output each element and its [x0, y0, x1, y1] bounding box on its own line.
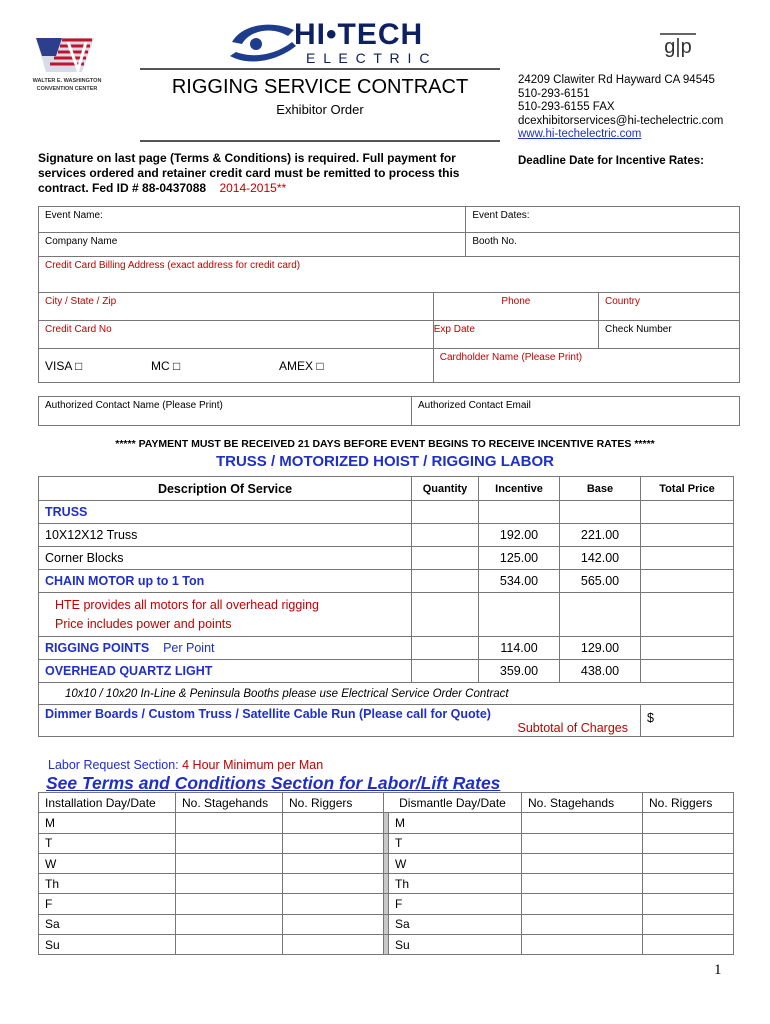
service-row: [39, 660, 734, 683]
event-dates-field[interactable]: Event Dates:: [466, 207, 740, 233]
qty-cell[interactable]: [412, 660, 479, 683]
install-day-cell[interactable]: F: [39, 894, 176, 914]
base-cell: [560, 593, 641, 637]
rigging-points-desc: [39, 637, 412, 660]
truss-heading: TRUSS: [39, 501, 412, 524]
dismantle-riggers-cell[interactable]: [643, 874, 734, 894]
phone-field[interactable]: Phone: [433, 293, 598, 321]
convention-logo-text-2: CONVENTION CENTER: [36, 86, 98, 92]
glp-logo: [656, 26, 700, 70]
qty-cell[interactable]: [412, 547, 479, 570]
dismantle-day-cell[interactable]: F: [389, 894, 522, 914]
company-address: [518, 74, 723, 142]
install-riggers-cell[interactable]: [283, 914, 384, 934]
labor-row: [39, 914, 734, 934]
service-row: [39, 524, 734, 547]
dismantle-riggers-cell[interactable]: [643, 894, 734, 914]
authorized-email-field[interactable]: Authorized Contact Email: [412, 397, 740, 426]
credit-card-no-field[interactable]: Credit Card No: [39, 321, 434, 349]
dismantle-day-cell[interactable]: M: [389, 813, 522, 833]
total-cell[interactable]: [641, 637, 734, 660]
labor-minimum-text: 4 Hour Minimum per Man: [182, 758, 324, 772]
labor-row: [39, 833, 734, 853]
dismantle-stagehands-cell[interactable]: [522, 894, 643, 914]
section-title: TRUSS / MOTORIZED HOIST / RIGGING LABOR: [215, 453, 555, 470]
service-row: [39, 637, 734, 660]
col-quantity: Quantity: [412, 477, 479, 501]
install-riggers-cell[interactable]: [283, 833, 384, 853]
incentive-price: 192.00: [479, 524, 560, 547]
billing-address-field[interactable]: Credit Card Billing Address (exact address for credit card): [39, 257, 740, 293]
booth-note: 10x10 / 10x20 In-Line & Peninsula Booths please use Electrical Service Order Contract: [39, 683, 734, 705]
signature-text: Signature on last page (Terms & Conditions) is required. Full payment for services ordered and retainer credit card must be remitted to process this contract. Fed ID # 88-0437088: [38, 151, 460, 195]
hitech-swoosh-icon: [222, 16, 304, 68]
install-riggers-cell[interactable]: [283, 813, 384, 833]
labor-row: [39, 935, 734, 955]
contract-year: 2014-2015**: [219, 181, 287, 195]
dismantle-day-cell[interactable]: Su: [389, 935, 522, 955]
install-stagehands-cell[interactable]: [176, 833, 283, 853]
install-riggers-cell[interactable]: [283, 853, 384, 873]
cardholder-name-field[interactable]: Cardholder Name (Please Print): [433, 349, 739, 383]
install-day-cell[interactable]: Sa: [39, 914, 176, 934]
subtotal-label: Subtotal of Charges: [517, 721, 628, 735]
labor-row: [39, 853, 734, 873]
incentive-cell: [479, 501, 560, 524]
flag-w-icon: [22, 36, 112, 74]
col-base: Base: [560, 477, 641, 501]
qty-cell[interactable]: [412, 637, 479, 660]
country-field[interactable]: Country: [599, 293, 740, 321]
install-stagehands-cell[interactable]: [176, 914, 283, 934]
labor-request-text: Labor Request Section:: [48, 758, 179, 772]
address-line: 24209 Clawiter Rd Hayward CA 94545: [518, 74, 715, 86]
dollar-sign: $: [647, 711, 654, 725]
motor-notes: [39, 593, 412, 637]
col-total-price: Total Price: [641, 477, 734, 501]
dismantle-riggers-cell[interactable]: [643, 833, 734, 853]
total-cell[interactable]: [641, 547, 734, 570]
install-stagehands-cell[interactable]: [176, 853, 283, 873]
qty-cell[interactable]: [412, 570, 479, 593]
base-price: 438.00: [560, 660, 641, 683]
website-link[interactable]: www.hi-techelectric.com: [518, 128, 642, 140]
qty-cell[interactable]: [412, 524, 479, 547]
dimmer-quote-text: Dimmer Boards / Custom Truss / Satellite Cable Run (Please call for Quote): [45, 707, 491, 721]
dismantle-stagehands-cell[interactable]: [522, 813, 643, 833]
col-dismantle-riggers: No. Riggers: [643, 793, 734, 813]
exp-date-field[interactable]: Exp Date: [433, 321, 598, 349]
dismantle-day-cell[interactable]: Th: [389, 874, 522, 894]
convention-center-logo: [22, 36, 112, 96]
install-stagehands-cell[interactable]: [176, 935, 283, 955]
mc-checkbox[interactable]: MC □: [151, 358, 181, 373]
install-stagehands-cell[interactable]: [176, 874, 283, 894]
hitech-logo: [222, 14, 462, 70]
dismantle-stagehands-cell[interactable]: [522, 914, 643, 934]
page-title: RIGGING SERVICE CONTRACT: [171, 76, 469, 98]
install-day-cell[interactable]: Th: [39, 874, 176, 894]
fax-line: 510-293-6155 FAX: [518, 101, 615, 113]
service-desc: Corner Blocks: [39, 547, 412, 570]
rigging-points-label: RIGGING POINTS: [45, 641, 150, 655]
labor-row: [39, 894, 734, 914]
install-stagehands-cell[interactable]: [176, 813, 283, 833]
card-type-options: [39, 349, 434, 383]
service-row: [39, 547, 734, 570]
labor-request-label: [48, 758, 323, 772]
authorized-name-field[interactable]: Authorized Contact Name (Please Print): [39, 397, 412, 426]
dismantle-stagehands-cell[interactable]: [522, 853, 643, 873]
company-name-field[interactable]: Company Name: [39, 233, 466, 257]
service-row: [39, 570, 734, 593]
col-install-stagehands: No. Stagehands: [176, 793, 283, 813]
install-day-cell[interactable]: Su: [39, 935, 176, 955]
install-riggers-cell[interactable]: [283, 935, 384, 955]
install-stagehands-cell[interactable]: [176, 894, 283, 914]
service-desc: OVERHEAD QUARTZ LIGHT: [39, 660, 412, 683]
col-install-day: Installation Day/Date: [39, 793, 176, 813]
incentive-cell: [479, 593, 560, 637]
base-cell: [560, 501, 641, 524]
incentive-price: 114.00: [479, 637, 560, 660]
install-day-cell[interactable]: W: [39, 853, 176, 873]
total-cell[interactable]: [641, 524, 734, 547]
city-state-zip-field[interactable]: City / State / Zip: [39, 293, 434, 321]
motor-note-1: HTE provides all motors for all overhead rigging: [55, 597, 320, 612]
base-price: 565.00: [560, 570, 641, 593]
col-incentive: Incentive: [479, 477, 560, 501]
labor-row: [39, 813, 734, 833]
visa-checkbox[interactable]: VISA □: [45, 358, 83, 373]
total-cell[interactable]: [641, 660, 734, 683]
total-cell[interactable]: [641, 570, 734, 593]
labor-table: [38, 792, 734, 955]
hitech-logo-text: HI•TECH: [294, 18, 424, 51]
qty-cell[interactable]: [412, 501, 479, 524]
incentive-price: 125.00: [479, 547, 560, 570]
deadline-label: Deadline Date for Incentive Rates:: [518, 155, 704, 167]
base-price: 129.00: [560, 637, 641, 660]
dismantle-day-cell[interactable]: W: [389, 853, 522, 873]
phone-line: 510-293-6151: [518, 87, 590, 100]
glp-logo-text: g|p: [664, 36, 692, 58]
payment-notice: ***** PAYMENT MUST BE RECEIVED 21 DAYS BEFORE EVENT BEGINS TO RECEIVE INCENTIVE RATES *****: [115, 438, 655, 450]
check-number-field[interactable]: Check Number: [599, 321, 740, 349]
convention-logo-text-1: WALTER E. WASHINGTON: [32, 78, 102, 84]
incentive-price: 359.00: [479, 660, 560, 683]
col-dismantle-day: Dismantle Day/Date: [384, 793, 522, 813]
col-dismantle-stagehands: No. Stagehands: [522, 793, 643, 813]
dismantle-day-cell[interactable]: T: [389, 833, 522, 853]
service-desc: CHAIN MOTOR up to 1 Ton: [39, 570, 412, 593]
install-riggers-cell[interactable]: [283, 894, 384, 914]
install-day-cell[interactable]: M: [39, 813, 176, 833]
dismantle-riggers-cell[interactable]: [643, 813, 734, 833]
subtotal-field[interactable]: [641, 705, 734, 737]
service-desc: 10X12X12 Truss: [39, 524, 412, 547]
dimmer-row: [39, 705, 641, 737]
amex-checkbox[interactable]: AMEX □: [279, 358, 324, 373]
install-riggers-cell[interactable]: [283, 874, 384, 894]
base-price: 221.00: [560, 524, 641, 547]
motor-note-2: Price includes power and points: [55, 616, 232, 631]
signature-notice: [38, 151, 498, 196]
col-description: Description Of Service: [39, 477, 412, 501]
contract-title-box: [140, 68, 500, 142]
per-point-label: Per Point: [163, 641, 215, 655]
install-day-cell[interactable]: T: [39, 833, 176, 853]
info-table: [38, 206, 740, 383]
total-cell[interactable]: [641, 593, 734, 637]
page-subtitle: Exhibitor Order: [276, 102, 364, 117]
email-line: dcexhibitorservices@hi-techelectric.com: [518, 114, 724, 127]
incentive-price: 534.00: [479, 570, 560, 593]
dismantle-riggers-cell[interactable]: [643, 853, 734, 873]
dismantle-stagehands-cell[interactable]: [522, 833, 643, 853]
dismantle-stagehands-cell[interactable]: [522, 935, 643, 955]
col-install-riggers: No. Riggers: [283, 793, 384, 813]
dismantle-day-cell[interactable]: Sa: [389, 914, 522, 934]
labor-terms-heading: See Terms and Conditions Section for Labor/Lift Rates: [46, 773, 501, 793]
dismantle-stagehands-cell[interactable]: [522, 874, 643, 894]
total-cell[interactable]: [641, 501, 734, 524]
service-table: [38, 476, 734, 737]
dismantle-riggers-cell[interactable]: [643, 935, 734, 955]
labor-row: [39, 874, 734, 894]
qty-cell[interactable]: [412, 593, 479, 637]
page-number: 1: [714, 962, 722, 978]
dismantle-riggers-cell[interactable]: [643, 914, 734, 934]
labor-rows: [39, 813, 734, 955]
electric-logo-text: E L E C T R I C: [306, 50, 432, 66]
authorized-contact-table: [38, 396, 740, 426]
event-name-field[interactable]: Event Name:: [39, 207, 466, 233]
base-price: 142.00: [560, 547, 641, 570]
booth-no-field[interactable]: Booth No.: [466, 233, 740, 257]
